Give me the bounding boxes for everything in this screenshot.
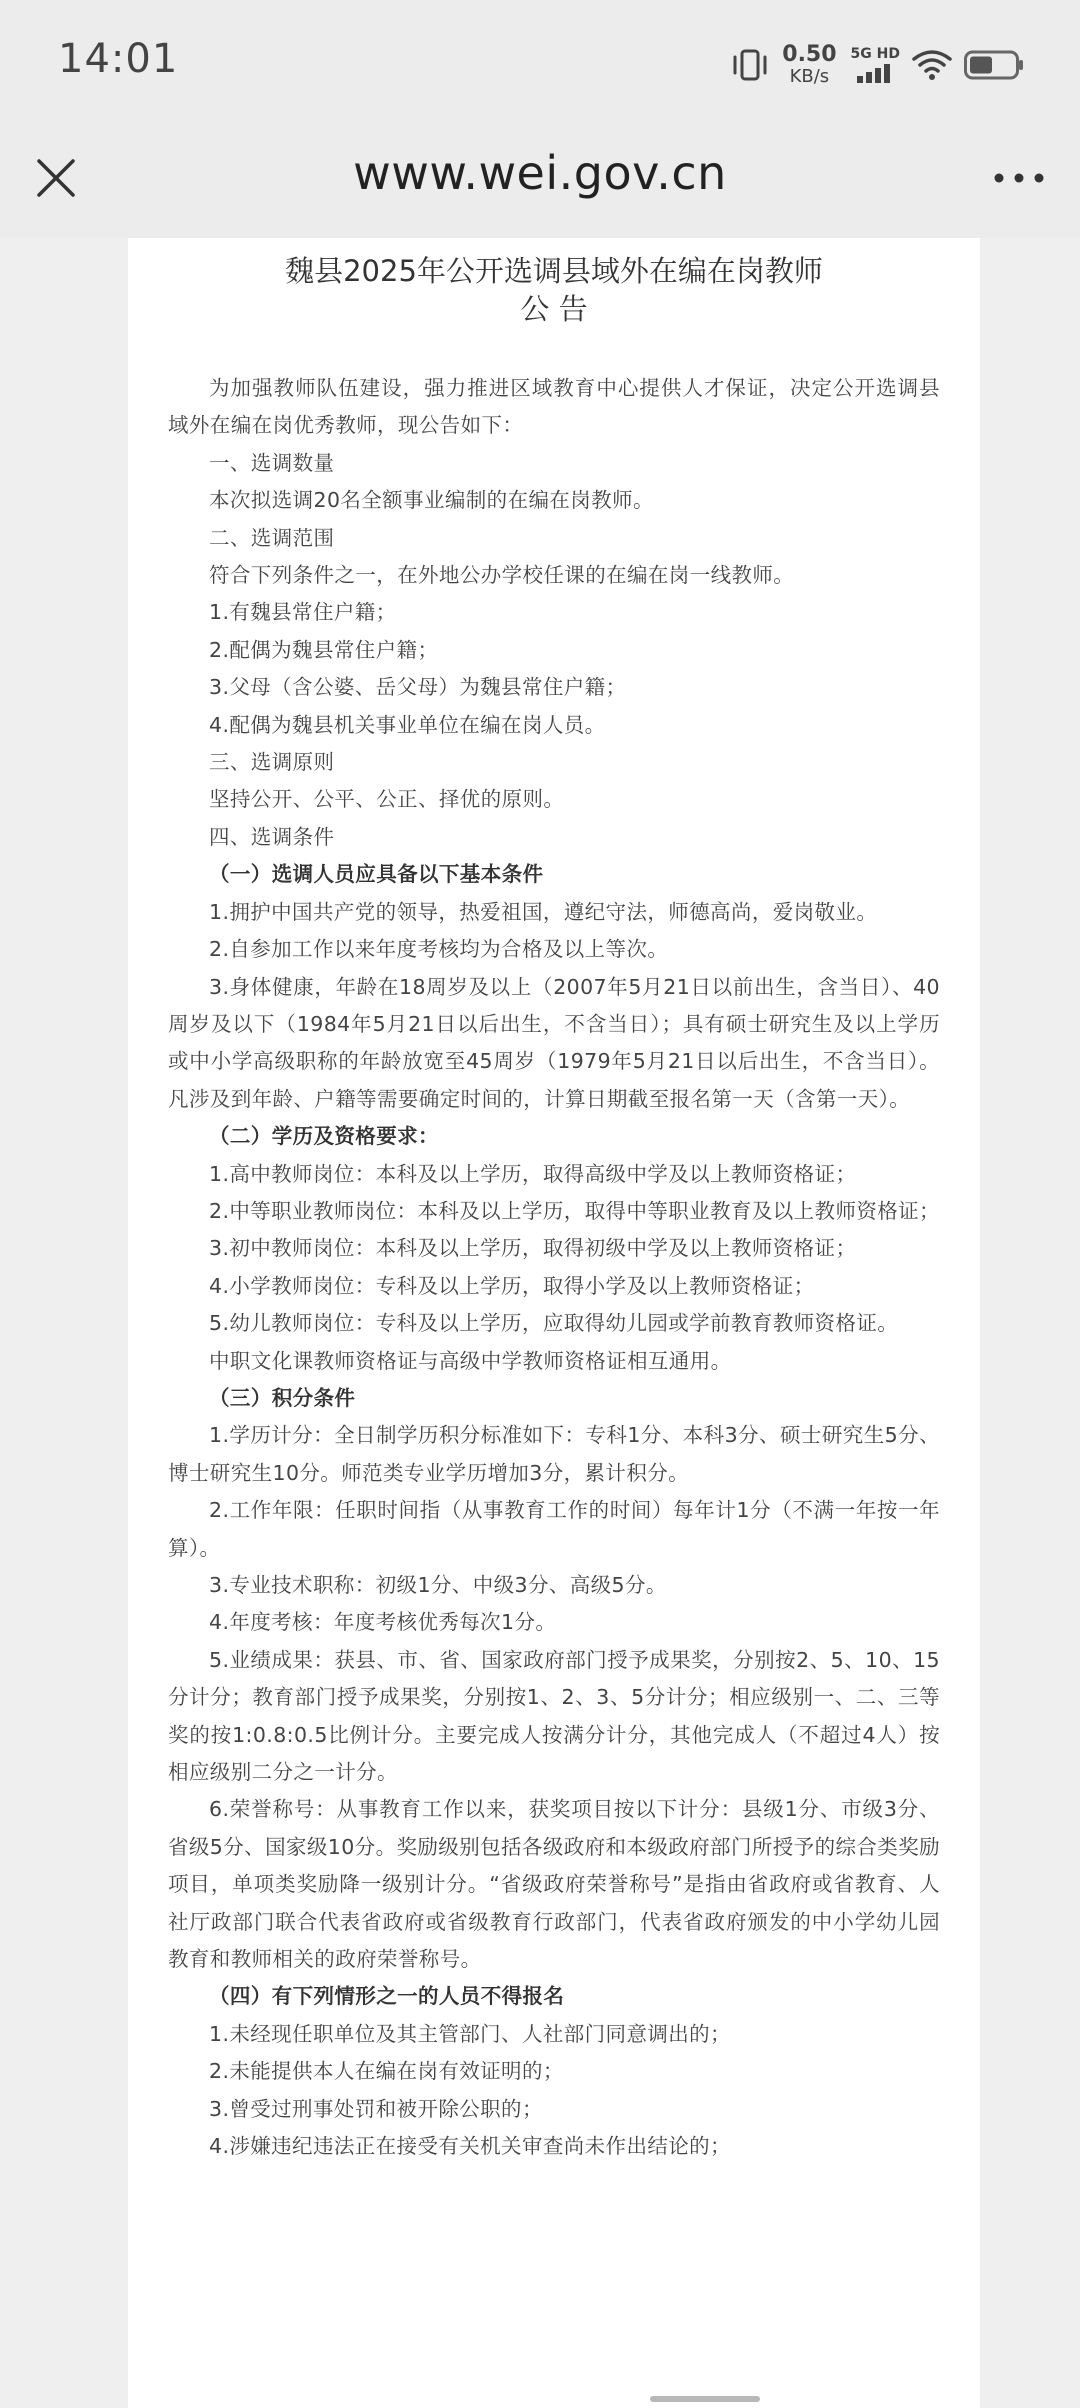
- document-title-line2: 公 告: [520, 292, 588, 326]
- document-paragraph: 中职文化课教师资格证与高级中学教师资格证相互通用。: [209, 1348, 732, 1373]
- document-paragraph: 为加强教师队伍建设，强力推进区域教育中心提供人才保证，决定公开选调县域外在编在岗优秀教师，现公告如下：: [168, 376, 940, 438]
- page-url[interactable]: www.wei.gov.cn: [353, 146, 727, 200]
- document-paragraph: 1.学历计分：全日制学历积分标准如下：专科1分、本科3分、硕士研究生5分、博士研究生10分。师范类专业学历增加3分，累计积分。: [168, 1423, 940, 1485]
- document-paragraph: 1.高中教师岗位：本科及以上学历，取得高级中学及以上教师资格证；: [209, 1161, 857, 1186]
- status-time: 14:01: [58, 36, 179, 82]
- document-paragraph: 4.年度考核：年度考核优秀每次1分。: [209, 1610, 557, 1635]
- net-speed-value: 0.50: [782, 42, 837, 67]
- section-heading: （四）有下列情形之一的人员不得报名: [209, 1984, 565, 2009]
- document-paragraph: 本次拟选调20名全额事业编制的在编在岗教师。: [209, 488, 654, 513]
- close-button[interactable]: [26, 148, 86, 208]
- document-paragraph: 一、选调数量: [209, 450, 335, 475]
- document-paragraph: 1.有魏县常住户籍；: [209, 600, 397, 625]
- document-paragraph: 1.未经现任职单位及其主管部门、人社部门同意调出的；: [209, 2021, 731, 2046]
- document-paragraph: 2.中等职业教师岗位：本科及以上学历，取得中等职业教育及以上教师资格证；: [209, 1198, 940, 1223]
- document-paragraph: 5.业绩成果：获县、市、省、国家政府部门授予成果奖，分别按2、5、10、15分计分；教育部门授予成果奖，分别按1、2、3、5分计分；相应级别一、二、三等奖的按1:0.8:0.5比例计分。主要完成人按满分计分，其他完成人（不超过4人）按相应级别二分之一计分。: [168, 1647, 940, 1785]
- section-heading: （二）学历及资格要求：: [209, 1124, 439, 1149]
- document-paragraph: 二、选调范围: [209, 525, 335, 550]
- status-icons: [730, 40, 1024, 90]
- document-body: [128, 370, 980, 2166]
- document-paragraph: 5.幼儿教师岗位：专科及以上学历，应取得幼儿园或学前教育教师资格证。: [209, 1311, 899, 1336]
- signal-icon: [856, 63, 894, 83]
- section-heading: （一）选调人员应具备以下基本条件: [209, 862, 544, 887]
- document-page[interactable]: [128, 238, 980, 2408]
- document-paragraph: 3.曾受过刑事处罚和被开除公职的；: [209, 2096, 543, 2121]
- more-options-button[interactable]: [984, 148, 1054, 208]
- network-label: 5G HD: [850, 46, 900, 62]
- document-paragraph: 2.未能提供本人在编在岗有效证明的；: [209, 2059, 564, 2084]
- document-paragraph: 3.初中教师岗位：本科及以上学历，取得初级中学及以上教师资格证；: [209, 1236, 857, 1261]
- document-paragraph: 3.身体健康，年龄在18周岁及以上（2007年5月21日以前出生，含当日）、40周岁及以下（1984年5月21日以后出生，不含当日）；具有硕士研究生及以上学历或中小学高级职称的年龄放宽至45周岁（1979年5月21日以后出生，不含当日）。凡涉及到年龄、户籍等需要确定时间的，计算日期截至报名第一天（含第一天）。: [168, 974, 940, 1111]
- document-title: [128, 238, 980, 328]
- scroll-indicator: [650, 2396, 760, 2402]
- wifi-icon: [912, 49, 952, 81]
- document-paragraph: 三、选调原则: [209, 750, 335, 775]
- document-paragraph: 2.配偶为魏县常住户籍；: [209, 637, 439, 662]
- net-speed: [782, 44, 836, 86]
- document-paragraph: 四、选调条件: [209, 824, 335, 849]
- document-paragraph: 2.工作年限：任职时间指（从事教育工作的时间）每年计1分（不满一年按一年算）。: [168, 1498, 940, 1560]
- section-heading: （三）积分条件: [209, 1385, 356, 1410]
- net-speed-unit: KB/s: [789, 66, 830, 87]
- document-paragraph: 4.涉嫌违纪违法正在接受有关机关审查尚未作出结论的；: [209, 2134, 731, 2159]
- document-paragraph: 4.配偶为魏县机关事业单位在编在岗人员。: [209, 712, 606, 737]
- document-title-line1: 魏县2025年公开选调县域外在编在岗教师: [285, 254, 823, 288]
- document-paragraph: 1.拥护中国共产党的领导，热爱祖国，遵纪守法，师德高尚，爱岗敬业。: [209, 899, 878, 924]
- cellular-signal: [851, 47, 900, 83]
- document-paragraph: 2.自参加工作以来年度考核均为合格及以上等次。: [209, 937, 669, 962]
- document-paragraph: 6.荣誉称号：从事教育工作以来，获奖项目按以下计分：县级1分、市级3分、省级5分、国家级10分。奖励级别包括各级政府和本级政府部门所授予的综合类奖励项目，单项类奖励降一级别计分。“省级政府荣誉称号”是指由省政府或省教育、人社厅政部门联合代表省政府或省级教育行政部门，代表省政府颁发的中小学幼儿园教育和教师相关的政府荣誉称号。: [168, 1797, 940, 1972]
- browser-toolbar: [0, 126, 1080, 238]
- document-paragraph: 3.专业技术职称：初级1分、中级3分、高级5分。: [209, 1573, 667, 1597]
- status-bar: [0, 0, 1080, 126]
- vibrate-icon: [730, 47, 770, 83]
- document-paragraph: 4.小学教师岗位：专科及以上学历，取得小学及以上教师资格证；: [209, 1273, 815, 1298]
- more-dots-icon: [993, 172, 1045, 184]
- close-icon: [36, 158, 76, 198]
- document-paragraph: 坚持公开、公平、公正、择优的原则。: [209, 787, 565, 812]
- battery-icon: [964, 50, 1024, 80]
- document-paragraph: 符合下列条件之一，在外地公办学校任课的在编在岗一线教师。: [209, 563, 795, 588]
- document-paragraph: 3.父母（含公婆、岳父母）为魏县常住户籍；: [209, 675, 627, 700]
